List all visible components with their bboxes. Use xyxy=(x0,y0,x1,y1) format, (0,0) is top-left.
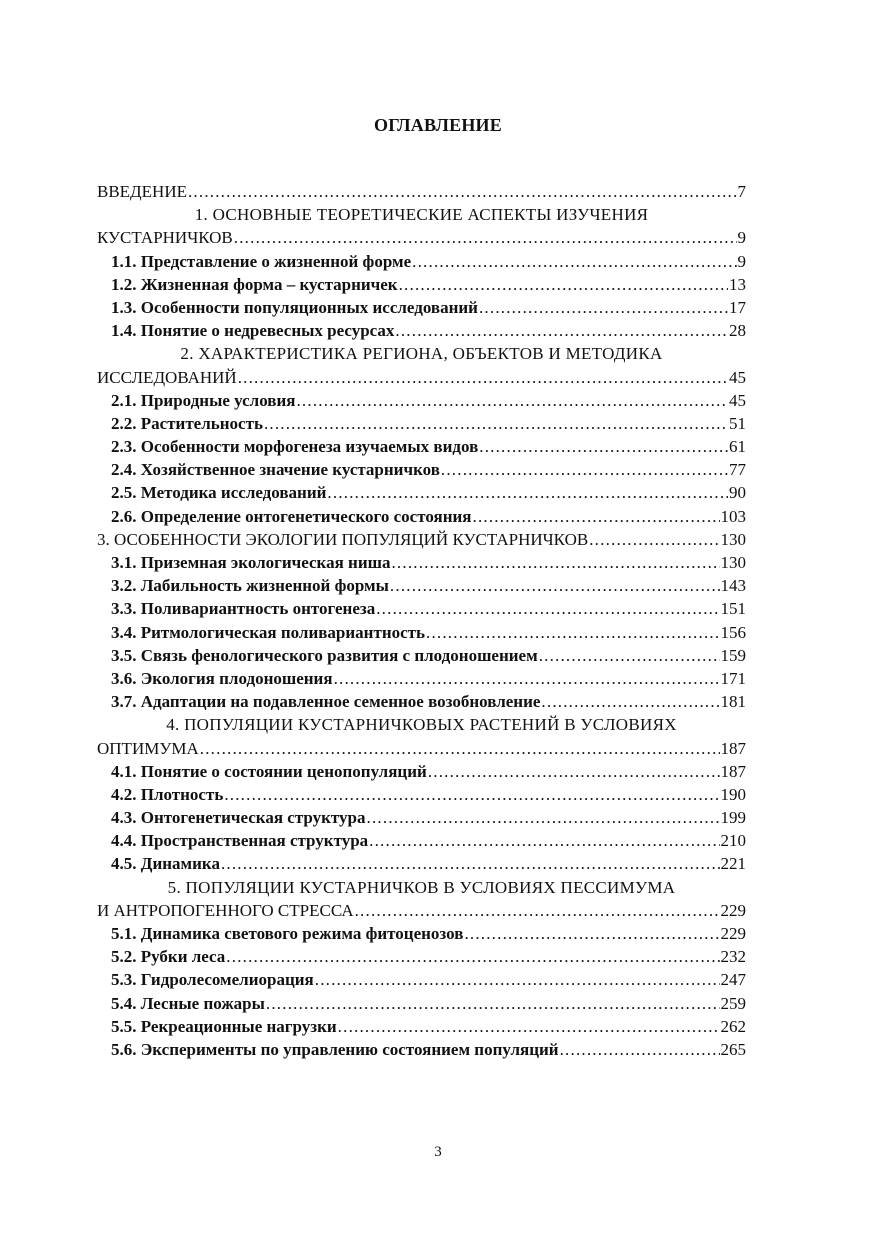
toc-page-number: 9 xyxy=(737,251,746,271)
toc-section-2-3[interactable] xyxy=(97,435,746,458)
dot-leader xyxy=(541,690,719,713)
toc-entry-label: И АНТРОПОГЕННОГО СТРЕССА xyxy=(97,900,354,920)
toc-section-2-1[interactable] xyxy=(97,389,746,412)
toc-section-label: 1.4. Понятие о недревесных ресурсах xyxy=(111,321,395,341)
toc-section-label: 5.4. Лесные пожары xyxy=(111,993,265,1013)
toc-section-5-1[interactable] xyxy=(97,922,746,945)
dot-leader xyxy=(188,180,737,203)
toc-page-number: 103 xyxy=(720,506,746,526)
toc-page-number: 17 xyxy=(729,297,746,317)
toc-entry-label: ОПТИМУМА xyxy=(97,738,199,758)
toc-section-3-3[interactable] xyxy=(97,597,746,620)
toc-entry-intro[interactable] xyxy=(97,180,746,203)
toc-section-label: 3.2. Лабильность жизненной формы xyxy=(111,576,389,596)
toc-page-number: 187 xyxy=(720,761,746,781)
chapter-4-heading[interactable]: 4. ПОПУЛЯЦИИ КУСТАРНИЧКОВЫХ РАСТЕНИЙ В УСЛОВИЯХ xyxy=(166,715,677,735)
dot-leader xyxy=(473,505,720,528)
dot-leader xyxy=(560,1038,720,1061)
toc-page-number: 229 xyxy=(720,924,746,943)
chapter-1-entry[interactable] xyxy=(97,226,746,249)
toc-section-label: 5.6. Эксперименты по управлению состоянием популяций xyxy=(111,1039,559,1059)
toc-page-number: 247 xyxy=(720,970,746,990)
toc-page-number: 90 xyxy=(729,483,746,503)
toc-page-number: 45 xyxy=(729,390,746,410)
dot-leader xyxy=(428,760,720,783)
dot-leader xyxy=(395,319,728,342)
toc-section-label: 3.3. Поливариантность онтогенеза xyxy=(111,599,376,619)
toc-section-3-1[interactable] xyxy=(97,551,746,574)
page-title: ОГЛАВЛЕНИЕ xyxy=(374,115,502,135)
dot-leader xyxy=(369,829,719,852)
toc-page-number: 229 xyxy=(720,900,746,920)
toc-section-label: 3.4. Ритмологическая поливариантность xyxy=(111,622,425,642)
toc-section-1-4[interactable] xyxy=(97,319,746,342)
dot-leader xyxy=(539,644,720,667)
toc-page-number: 51 xyxy=(729,413,746,433)
toc-page-number: 262 xyxy=(720,1016,746,1036)
dot-leader xyxy=(264,412,728,435)
toc-page-number: 221 xyxy=(720,854,746,874)
chapter-3-entry[interactable] xyxy=(97,528,746,551)
dot-leader xyxy=(479,296,728,319)
dot-leader xyxy=(412,250,736,273)
dot-leader xyxy=(376,597,719,620)
dot-leader xyxy=(234,226,737,249)
toc-page-number: 130 xyxy=(720,553,746,572)
toc-section-1-3[interactable] xyxy=(97,296,746,319)
toc-section-label: 2.6. Определение онтогенетического состояния xyxy=(111,506,472,526)
toc-section-label: 2.3. Особенности морфогенеза изучаемых видов xyxy=(111,437,479,457)
toc-page-number: 130 xyxy=(720,529,746,549)
toc-section-label: 4.1. Понятие о состоянии ценопопуляций xyxy=(111,761,427,781)
dot-leader xyxy=(238,366,728,389)
toc-section-label: 4.2. Плотность xyxy=(111,784,224,804)
toc-page-number: 171 xyxy=(720,668,746,688)
toc-section-2-4[interactable] xyxy=(97,458,746,481)
toc-section-1-1[interactable] xyxy=(97,250,746,273)
toc-section-label: 2.5. Методика исследований xyxy=(111,483,327,503)
dot-leader xyxy=(338,1015,720,1038)
dot-leader xyxy=(315,968,720,991)
toc-section-label: 4.4. Пространственная структура xyxy=(111,831,369,851)
toc-section-label: 2.2. Растительность xyxy=(111,413,263,433)
toc-section-5-4[interactable] xyxy=(97,992,746,1015)
dot-leader xyxy=(221,852,720,875)
toc-section-2-5[interactable] xyxy=(97,481,746,504)
toc-page-number: 187 xyxy=(720,738,746,758)
dot-leader xyxy=(224,783,719,806)
toc-section-2-6[interactable] xyxy=(97,505,746,528)
toc-page-number: 7 xyxy=(737,182,746,201)
toc-section-5-2[interactable] xyxy=(97,945,746,968)
toc-page-number: 259 xyxy=(720,993,746,1013)
toc-section-label: 3.7. Адаптации на подавленное семенное возобновление xyxy=(111,692,541,712)
toc-page-number: 210 xyxy=(720,831,746,851)
dot-leader xyxy=(367,806,720,829)
chapter-2-heading[interactable]: 2. ХАРАКТЕРИСТИКА РЕГИОНА, ОБЪЕКТОВ И МЕТОДИКА xyxy=(180,344,663,364)
toc-page-number: 151 xyxy=(720,599,746,619)
dot-leader xyxy=(226,945,719,968)
toc-section-1-2[interactable] xyxy=(97,273,746,296)
toc-section-4-1[interactable] xyxy=(97,760,746,783)
toc-section-label: 4.3. Онтогенетическая структура xyxy=(111,808,366,828)
toc-section-label: 4.5. Динамика xyxy=(111,854,220,874)
dot-leader xyxy=(334,667,720,690)
toc-page-number: 28 xyxy=(729,321,746,341)
toc-entry-label: КУСТАРНИЧКОВ xyxy=(97,228,233,248)
toc-section-2-2[interactable] xyxy=(97,412,746,435)
dot-leader xyxy=(200,737,720,760)
toc-section-3-2[interactable] xyxy=(97,574,746,597)
toc-entry-label: ИССЛЕДОВАНИЙ xyxy=(97,367,237,387)
toc-section-label: 2.1. Природные условия xyxy=(111,390,296,410)
toc-section-label: 1.2. Жизненная форма – кустарничек xyxy=(111,274,398,294)
toc-entry-label: 3. ОСОБЕННОСТИ ЭКОЛОГИИ ПОПУЛЯЦИЙ КУСТАРНИЧКОВ xyxy=(97,529,589,549)
dot-leader xyxy=(589,528,719,551)
dot-leader xyxy=(296,389,728,412)
toc-page-number: 181 xyxy=(720,692,746,712)
toc-section-label: 5.3. Гидролесомелиорация xyxy=(111,970,314,990)
dot-leader xyxy=(441,458,728,481)
toc-section-label: 1.3. Особенности популяционных исследований xyxy=(111,297,478,317)
toc-section-label: 5.5. Рекреационные нагрузки xyxy=(111,1016,337,1036)
toc-section-label: 3.5. Связь фенологического развития с плодоношением xyxy=(111,645,538,665)
toc-page-number: 13 xyxy=(729,274,746,294)
toc-section-label: 3.1. Приземная экологическая ниша xyxy=(111,553,391,572)
dot-leader xyxy=(391,551,719,574)
table-of-contents xyxy=(97,180,746,1061)
page-number: 3 xyxy=(434,1144,442,1160)
toc-page-number: 61 xyxy=(729,437,746,457)
toc-section-label: 3.6. Экология плодоношения xyxy=(111,668,333,688)
toc-section-4-5[interactable] xyxy=(97,852,746,875)
toc-page-number: 190 xyxy=(720,784,746,804)
chapter-4-entry[interactable] xyxy=(97,737,746,760)
toc-page-number: 143 xyxy=(720,576,746,596)
toc-entry-label: ВВЕДЕНИЕ xyxy=(97,182,187,201)
toc-page-number: 156 xyxy=(720,622,746,642)
toc-section-5-6[interactable] xyxy=(97,1038,746,1061)
dot-leader xyxy=(327,481,728,504)
toc-page-number: 199 xyxy=(720,808,746,828)
chapter-1-heading[interactable]: 1. ОСНОВНЫЕ ТЕОРЕТИЧЕСКИЕ АСПЕКТЫ ИЗУЧЕНИЯ xyxy=(194,205,649,225)
toc-section-label: 1.1. Представление о жизненной форме xyxy=(111,251,412,271)
dot-leader xyxy=(399,273,728,296)
chapter-5-entry[interactable] xyxy=(97,899,746,922)
toc-page-number: 159 xyxy=(720,645,746,665)
chapter-2-entry[interactable] xyxy=(97,366,746,389)
toc-page-number: 45 xyxy=(729,367,746,387)
toc-section-label: 2.4. Хозяйственное значение кустарничков xyxy=(111,460,440,480)
dot-leader xyxy=(390,574,720,597)
dot-leader xyxy=(266,992,720,1015)
toc-section-4-2[interactable] xyxy=(97,783,746,806)
toc-section-3-6[interactable] xyxy=(97,667,746,690)
chapter-5-heading[interactable]: 5. ПОПУЛЯЦИИ КУСТАРНИЧКОВ В УСЛОВИЯХ ПЕССИМУМА xyxy=(167,877,676,897)
dot-leader xyxy=(464,922,719,945)
toc-section-3-7[interactable] xyxy=(97,690,746,713)
toc-section-3-4[interactable] xyxy=(97,621,746,644)
toc-section-4-4[interactable] xyxy=(97,829,746,852)
dot-leader xyxy=(355,899,720,922)
dot-leader xyxy=(479,435,728,458)
toc-section-3-5[interactable] xyxy=(97,644,746,667)
toc-section-5-3[interactable] xyxy=(97,968,746,991)
toc-page-number: 9 xyxy=(737,228,746,248)
toc-page-number: 77 xyxy=(729,460,746,480)
toc-page-number: 232 xyxy=(720,947,746,967)
dot-leader xyxy=(426,621,720,644)
toc-section-label: 5.2. Рубки леса xyxy=(111,947,226,967)
toc-section-5-5[interactable] xyxy=(97,1015,746,1038)
toc-section-4-3[interactable] xyxy=(97,806,746,829)
toc-section-label: 5.1. Динамика светового режима фитоценозов xyxy=(111,924,464,943)
toc-page-number: 265 xyxy=(720,1039,746,1059)
